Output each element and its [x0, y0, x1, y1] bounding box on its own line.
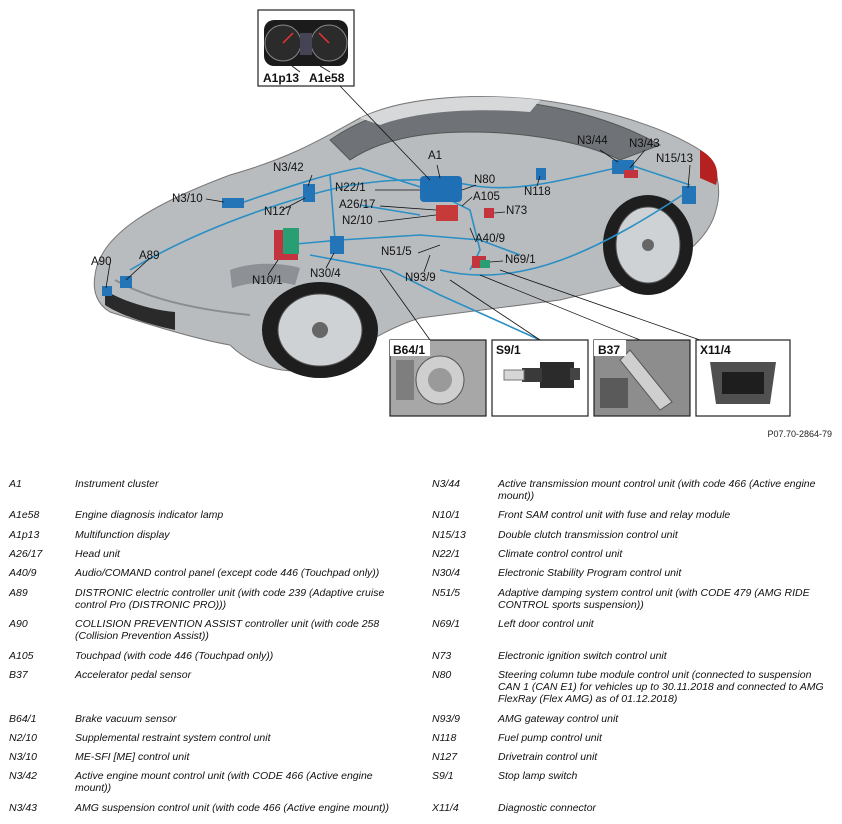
legend-code: A90 — [9, 618, 28, 630]
legend-description: Front SAM control unit with fuse and relay module — [498, 509, 731, 521]
legend-code: N3/10 — [9, 751, 38, 763]
callout-n3-42: N3/42 — [273, 162, 304, 174]
callout-n73: N73 — [506, 205, 528, 217]
callout-n69-1: N69/1 — [505, 254, 536, 266]
callout-a90: A90 — [91, 256, 112, 268]
legend-code: N80 — [432, 669, 452, 681]
legend-description: Head unit — [75, 548, 120, 560]
legend-description: Left door control unit — [498, 618, 594, 630]
callout-n127: N127 — [264, 206, 292, 218]
legend-description: Climate control control unit — [498, 548, 623, 560]
inset-label-b64-1: B64/1 — [393, 343, 426, 357]
car-body — [94, 97, 718, 378]
legend-row — [9, 529, 410, 541]
legend-code: N3/43 — [9, 802, 38, 814]
legend-code: N22/1 — [432, 548, 461, 560]
callout-n15-13: N15/13 — [656, 153, 694, 165]
legend-description: Active transmission mount control unit (with code 466 (Active engine mount)) — [498, 478, 816, 502]
legend-code: N30/4 — [432, 567, 461, 579]
legend-row — [432, 713, 833, 725]
legend-description: Steering column tube module control unit (connected to suspension CAN 1 (CAN E1) for vehicles up to 30.11.2018 and connected to AMG FlexRay (Flex AMG) as of 01.12.2018) — [498, 669, 824, 705]
legend-row — [432, 509, 833, 521]
callout-n93-9: N93/9 — [405, 272, 436, 284]
legend-row — [432, 567, 833, 579]
inset-label-b37: B37 — [598, 343, 621, 357]
legend-row — [9, 713, 410, 725]
legend-code: A26/17 — [9, 548, 43, 560]
callout-n22-1: N22/1 — [335, 182, 366, 194]
legend-description: COLLISION PREVENTION ASSIST controller unit (with code 258 (Collision Prevention Assist)) — [75, 618, 380, 642]
legend-row — [432, 587, 833, 611]
callout-a40-9: A40/9 — [475, 233, 506, 245]
legend-row — [9, 770, 410, 794]
legend-row — [9, 509, 410, 521]
legend-description: Drivetrain control unit — [498, 751, 598, 763]
legend-row — [432, 770, 833, 782]
callout-n118: N118 — [524, 186, 551, 198]
legend-code: B64/1 — [9, 713, 37, 725]
legend-code: B37 — [9, 669, 28, 681]
callout-n10-1: N10/1 — [252, 275, 283, 287]
callout-n2-10: N2/10 — [342, 215, 373, 227]
legend-row — [9, 618, 410, 642]
legend-description: Diagnostic connector — [498, 802, 597, 814]
legend-row — [432, 802, 833, 814]
legend-description: Stop lamp switch — [498, 770, 578, 782]
legend-row — [432, 529, 833, 541]
callout-a89: A89 — [139, 250, 160, 262]
legend-row — [9, 548, 410, 560]
legend-row — [9, 478, 410, 490]
legend-row — [9, 802, 410, 814]
callout-n3-10: N3/10 — [172, 193, 203, 205]
legend-row — [9, 669, 410, 681]
legend-description: Instrument cluster — [75, 478, 159, 490]
legend-description: Brake vacuum sensor — [75, 713, 177, 725]
callout-n3-43: N3/43 — [629, 138, 660, 150]
legend-code: N2/10 — [9, 732, 38, 744]
legend-code: A40/9 — [9, 567, 37, 579]
callout-n51-5: N51/5 — [381, 246, 412, 258]
legend-code: A1 — [9, 478, 22, 490]
callout-a105: A105 — [473, 191, 500, 203]
legend-description: Supplemental restraint system control unit — [75, 732, 271, 744]
legend-code: A1p13 — [9, 529, 40, 541]
legend-code: X11/4 — [432, 802, 459, 814]
legend-description: Active engine mount control unit (with CODE 466 (Active engine mount)) — [75, 770, 373, 794]
callout-n80: N80 — [474, 174, 496, 186]
legend-code: N15/13 — [432, 529, 466, 541]
callout-n3-44: N3/44 — [577, 135, 608, 147]
legend-description: Adaptive damping system control unit (with CODE 479 (AMG RIDE CONTROL sports suspension)) — [498, 587, 810, 611]
legend-description: ME-SFI [ME] control unit — [75, 751, 190, 763]
legend-code: N118 — [432, 732, 457, 744]
legend-row — [432, 751, 833, 763]
legend-row — [432, 732, 833, 744]
legend-row — [9, 732, 410, 744]
legend-description: Fuel pump control unit — [498, 732, 602, 744]
legend-code: N3/44 — [432, 478, 461, 490]
legend-row — [9, 751, 410, 763]
callout-n30-4: N30/4 — [310, 268, 341, 280]
legend-description: Electronic ignition switch control unit — [498, 650, 667, 662]
legend-row — [432, 669, 833, 705]
legend-row — [432, 618, 833, 630]
legend-row — [432, 478, 833, 502]
legend-code: N10/1 — [432, 509, 461, 521]
legend-description: Touchpad (with code 446 (Touchpad only)) — [75, 650, 274, 662]
legend-row — [432, 650, 833, 662]
inset-label-x11-4: X11/4 — [700, 343, 731, 357]
callout-a26-17: A26/17 — [339, 199, 376, 211]
callout-a1: A1 — [428, 150, 443, 162]
legend-description: Multifunction display — [75, 529, 170, 541]
legend-code: N51/5 — [432, 587, 461, 599]
legend-description: DISTRONIC electric controller unit (with code 239 (Adaptive cruise control Pro (DISTRONIC PRO))) — [75, 587, 385, 611]
legend-description: Engine diagnosis indicator lamp — [75, 509, 224, 521]
legend-row — [9, 650, 410, 662]
legend-description: Electronic Stability Program control unit — [498, 567, 682, 579]
legend-code: A89 — [9, 587, 28, 599]
legend-code: N3/42 — [9, 770, 38, 782]
legend-description: Accelerator pedal sensor — [75, 669, 192, 681]
legend-code: N73 — [432, 650, 452, 662]
legend-description: Double clutch transmission control unit — [498, 529, 678, 541]
legend-code: N69/1 — [432, 618, 461, 630]
legend-description: AMG gateway control unit — [498, 713, 619, 725]
inset-label-s9-1: S9/1 — [496, 343, 521, 357]
legend-description: AMG suspension control unit (with code 466 (Active engine mount)) — [75, 802, 389, 814]
legend-code: S9/1 — [432, 770, 454, 782]
legend-description: Audio/COMAND control panel (except code 446 (Touchpad only)) — [75, 567, 380, 579]
figure-reference-number: P07.70-2864-79 — [767, 429, 832, 439]
legend-code: N93/9 — [432, 713, 461, 725]
legend-code: A1e58 — [9, 509, 40, 521]
legend-row — [9, 587, 410, 611]
legend-code: A105 — [9, 650, 34, 662]
legend-row — [432, 548, 833, 560]
legend-row — [9, 567, 410, 579]
inset-label-a1e58: A1e58 — [309, 71, 345, 85]
inset-label-a1p13: A1p13 — [263, 71, 300, 85]
legend-code: N127 — [432, 751, 458, 763]
